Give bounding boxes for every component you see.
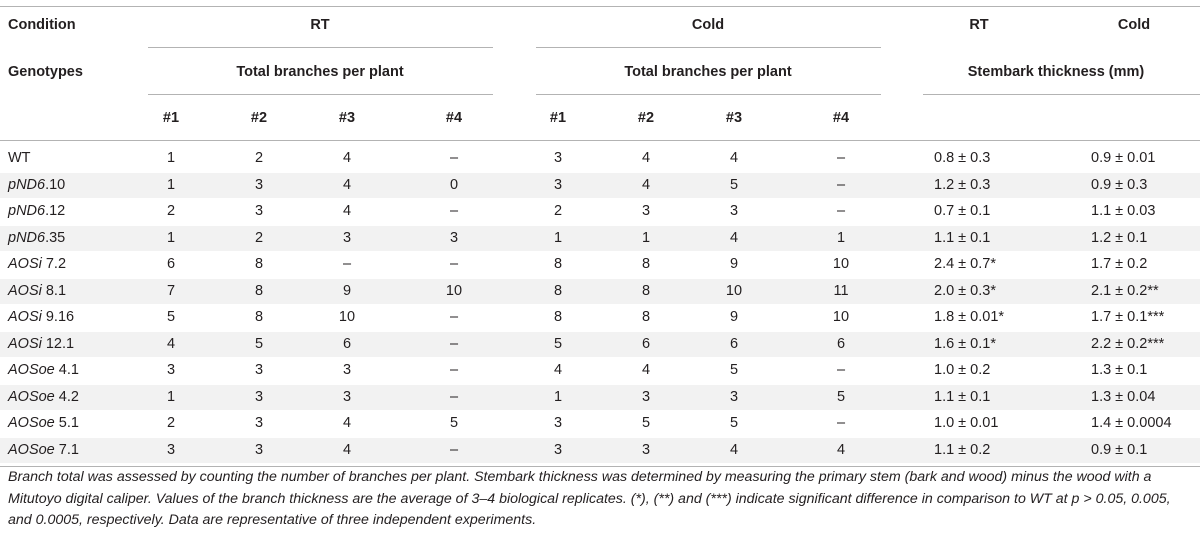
genotype-cell (8, 203, 65, 219)
cold-branch-cell: 10 (832, 309, 850, 325)
header-rt-rep-1: #1 (162, 110, 180, 126)
table-row (0, 438, 1200, 463)
rt-branch-cell: 4 (342, 150, 352, 166)
genotype-prefix: AOSoe (8, 441, 55, 458)
rt-branch-cell: 2 (166, 415, 176, 431)
genotype-cell (8, 362, 79, 378)
rt-branch-cell: 3 (254, 441, 264, 458)
genotype-prefix: AOSi (8, 309, 42, 325)
header-bottom-rule (0, 140, 1200, 141)
genotype-cell (8, 336, 74, 352)
rt-thickness-cell: 0.7 ± 0.1 (934, 203, 991, 219)
cold-branch-cell: – (836, 415, 846, 431)
cold-branch-cell: 4 (836, 441, 846, 458)
rt-thickness-cell: 2.4 ± 0.7* (934, 256, 996, 272)
genotype-suffix: 12.1 (41, 335, 75, 352)
cold-branch-cell: 3 (641, 203, 651, 219)
genotype-cell (8, 230, 65, 246)
rt-branch-cell: 10 (338, 309, 356, 325)
cold-branch-cell: 8 (553, 309, 563, 325)
genotype-prefix: pND6 (8, 203, 46, 219)
cold-branch-cell: – (836, 176, 846, 193)
cold-branch-cell: 9 (729, 309, 739, 325)
rt-branch-cell: 6 (342, 335, 352, 352)
rt-thickness-cell: 1.0 ± 0.01 (934, 415, 999, 431)
header-rt: RT (310, 17, 330, 33)
cold-branch-cell: 1 (553, 229, 563, 246)
rt-branch-cell: 4 (342, 415, 352, 431)
cold-branch-cell: 4 (729, 229, 739, 246)
cold-group-rule (536, 47, 881, 48)
cold-branch-cell: – (836, 362, 846, 378)
rt-branch-cell: 1 (166, 150, 176, 166)
rt-branch-cell: – (449, 150, 459, 166)
rt-branch-cell: 3 (254, 388, 264, 405)
cold-branch-cell: 8 (641, 309, 651, 325)
table-top-rule (0, 6, 1200, 7)
rt-branch-cell: 5 (449, 415, 459, 431)
rt-branch-cell: – (342, 256, 352, 272)
rt-branch-cell: 2 (254, 150, 264, 166)
cold-thickness-cell: 1.3 ± 0.04 (1091, 388, 1156, 405)
cold-branch-cell: 4 (729, 441, 739, 458)
rt-branch-cell: 8 (254, 309, 264, 325)
cold-branch-cell: 8 (553, 282, 563, 299)
rt-subgroup-rule (148, 94, 493, 95)
genotype-suffix: 7.2 (41, 256, 67, 272)
genotype-suffix: .10 (45, 176, 66, 193)
cold-branch-cell: 5 (553, 335, 563, 352)
genotype-prefix: pND6 (8, 176, 46, 193)
header-total-branches-cold: Total branches per plant (624, 64, 792, 80)
header-rt-rep-2: #2 (250, 110, 268, 126)
rt-branch-cell: 9 (342, 282, 352, 299)
rt-branch-cell: 10 (445, 282, 463, 299)
rt-branch-cell: 1 (166, 176, 176, 193)
rt-branch-cell: – (449, 203, 459, 219)
table-row (0, 358, 1200, 383)
genotype-suffix: 9.16 (41, 309, 75, 325)
cold-thickness-cell: 0.9 ± 0.3 (1091, 176, 1148, 193)
genotype-prefix: pND6 (8, 229, 46, 246)
genotype-prefix: AOSi (8, 282, 42, 299)
rt-branch-cell: 8 (254, 282, 264, 299)
rt-branch-cell: 1 (166, 388, 176, 405)
rt-thickness-cell: 1.8 ± 0.01* (934, 309, 1005, 325)
cold-thickness-cell: 1.7 ± 0.1*** (1091, 309, 1165, 325)
cold-branch-cell: 3 (553, 415, 563, 431)
header-cold: Cold (691, 17, 725, 33)
table-row (0, 385, 1200, 410)
rt-branch-cell: 0 (449, 176, 459, 193)
rt-branch-cell: 4 (342, 441, 352, 458)
genotype-prefix: AOSoe (8, 388, 55, 405)
cold-thickness-cell: 2.2 ± 0.2*** (1091, 335, 1165, 352)
genotype-suffix: 5.1 (54, 415, 79, 431)
rt-thickness-cell: 0.8 ± 0.3 (934, 150, 991, 166)
cold-branch-cell: 4 (553, 362, 563, 378)
cold-branch-cell: 3 (729, 203, 739, 219)
rt-branch-cell: – (449, 441, 459, 458)
cold-branch-cell: – (836, 203, 846, 219)
rt-group-rule (148, 47, 493, 48)
genotype-suffix: WT (8, 150, 31, 166)
rt-thickness-cell: 1.1 ± 0.1 (934, 388, 991, 405)
cold-branch-cell: 4 (641, 176, 651, 193)
rt-branch-cell: 4 (166, 335, 176, 352)
rt-branch-cell: 4 (342, 203, 352, 219)
rt-thickness-cell: 1.6 ± 0.1* (934, 335, 996, 352)
cold-branch-cell: 1 (641, 229, 651, 246)
cold-thickness-cell: 0.9 ± 0.01 (1091, 150, 1156, 166)
cold-thickness-cell: 0.9 ± 0.1 (1091, 441, 1148, 458)
rt-thickness-cell: 1.0 ± 0.2 (934, 362, 991, 378)
genotype-cell (8, 415, 79, 431)
cold-branch-cell: 1 (836, 229, 846, 246)
table-row (0, 279, 1200, 304)
cold-branch-cell: 10 (832, 256, 850, 272)
table-row (0, 305, 1200, 330)
rt-thickness-cell: 1.1 ± 0.1 (934, 229, 991, 246)
table-row (0, 146, 1200, 171)
cold-branch-cell: 4 (641, 150, 651, 166)
header-cold-thickness: Cold (1117, 17, 1151, 33)
rt-branch-cell: 8 (254, 256, 264, 272)
rt-branch-cell: 5 (166, 309, 176, 325)
rt-thickness-cell: 1.1 ± 0.2 (934, 441, 991, 458)
table-row (0, 411, 1200, 436)
cold-branch-cell: 3 (553, 176, 563, 193)
cold-branch-cell: – (836, 150, 846, 166)
header-condition: Condition (8, 17, 76, 33)
rt-branch-cell: 3 (342, 362, 352, 378)
rt-branch-cell: 6 (166, 256, 176, 272)
rt-branch-cell: 3 (254, 203, 264, 219)
rt-branch-cell: 3 (254, 362, 264, 378)
cold-branch-cell: 5 (641, 415, 651, 431)
rt-branch-cell: 3 (342, 388, 352, 405)
table-footnote: Branch total was assessed by counting the number of branches per plant. Stembark thickness was determined by measuring the primary stem (bark and wood) minus the wood with a Mitutoyo digital caliper. Values of the branch thickness are the average of 3–4 biological replicates. (*), (**) and (***) indicate significant difference in comparison to WT at p > 0.05, 0.005, and 0.0005, respectively. Data are representative of three independent experiments. (8, 469, 1171, 528)
rt-branch-cell: 5 (254, 335, 264, 352)
rt-branch-cell: – (449, 256, 459, 272)
header-rt-rep-4: #4 (445, 110, 463, 126)
genotype-suffix: .12 (45, 203, 66, 219)
rt-branch-cell: 7 (166, 282, 176, 299)
cold-branch-cell: 5 (729, 415, 739, 431)
cold-branch-cell: 5 (729, 176, 739, 193)
genotype-cell (8, 150, 31, 166)
header-genotypes: Genotypes (8, 64, 83, 80)
rt-branch-cell: 2 (254, 229, 264, 246)
genotype-cell (8, 177, 65, 193)
header-rt-rep-3: #3 (338, 110, 356, 126)
genotype-cell (8, 256, 66, 272)
table-row (0, 199, 1200, 224)
cold-thickness-cell: 1.4 ± 0.0004 (1091, 415, 1172, 431)
rt-branch-cell: 3 (449, 229, 459, 246)
cold-branch-cell: 3 (641, 441, 651, 458)
cold-branch-cell: 3 (553, 150, 563, 166)
cold-thickness-cell: 1.7 ± 0.2 (1091, 256, 1148, 272)
genotype-prefix: AOSi (8, 256, 42, 272)
genotype-cell (8, 389, 79, 405)
cold-branch-cell: 2 (553, 203, 563, 219)
genotype-suffix: 4.2 (54, 388, 79, 405)
cold-branch-cell: 1 (553, 388, 563, 405)
cold-branch-cell: 5 (729, 362, 739, 378)
cold-branch-cell: 6 (836, 335, 846, 352)
genotype-cell (8, 309, 74, 325)
rt-branch-cell: 4 (342, 176, 352, 193)
rt-branch-cell: – (449, 362, 459, 378)
cold-branch-cell: 8 (641, 256, 651, 272)
genotype-cell (8, 283, 66, 299)
table-row (0, 226, 1200, 251)
genotype-prefix: AOSi (8, 335, 42, 352)
header-cold-rep-4: #4 (832, 110, 850, 126)
cold-branch-cell: 8 (641, 282, 651, 299)
genotype-suffix: 4.1 (54, 362, 79, 378)
cold-branch-cell: 10 (725, 282, 743, 299)
rt-branch-cell: 3 (166, 362, 176, 378)
rt-branch-cell: 1 (166, 229, 176, 246)
rt-branch-cell: 3 (254, 415, 264, 431)
cold-branch-cell: 3 (641, 388, 651, 405)
genotype-cell (8, 442, 79, 458)
cold-branch-cell: 6 (729, 335, 739, 352)
cold-thickness-cell: 1.1 ± 0.03 (1091, 203, 1156, 219)
header-total-branches-rt: Total branches per plant (236, 64, 404, 80)
stembark-rule (923, 94, 1200, 95)
rt-branch-cell: – (449, 335, 459, 352)
rt-thickness-cell: 2.0 ± 0.3* (934, 282, 996, 299)
cold-branch-cell: 4 (729, 150, 739, 166)
table-row (0, 173, 1200, 198)
cold-thickness-cell: 1.3 ± 0.1 (1091, 362, 1148, 378)
rt-branch-cell: – (449, 309, 459, 325)
genotype-suffix: 7.1 (54, 441, 79, 458)
rt-branch-cell: 3 (254, 176, 264, 193)
header-cold-rep-3: #3 (725, 110, 743, 126)
cold-branch-cell: 8 (553, 256, 563, 272)
cold-branch-cell: 6 (641, 335, 651, 352)
header-cold-rep-2: #2 (637, 110, 655, 126)
rt-branch-cell: 3 (342, 229, 352, 246)
cold-thickness-cell: 2.1 ± 0.2** (1091, 282, 1159, 299)
header-rt-thickness: RT (969, 17, 989, 33)
genotype-prefix: AOSoe (8, 415, 55, 431)
cold-branch-cell: 4 (641, 362, 651, 378)
genotype-prefix: AOSoe (8, 362, 55, 378)
table-row (0, 332, 1200, 357)
cold-branch-cell: 5 (836, 388, 846, 405)
cold-branch-cell: 3 (553, 441, 563, 458)
cold-branch-cell: 9 (729, 256, 739, 272)
rt-branch-cell: 3 (166, 441, 176, 458)
cold-thickness-cell: 1.2 ± 0.1 (1091, 229, 1148, 246)
genotype-suffix: .35 (45, 229, 66, 246)
cold-branch-cell: 3 (729, 388, 739, 405)
cold-branch-cell: 11 (833, 282, 849, 299)
rt-branch-cell: – (449, 388, 459, 405)
rt-branch-cell: 2 (166, 203, 176, 219)
genotype-suffix: 8.1 (41, 282, 67, 299)
header-cold-rep-1: #1 (549, 110, 567, 126)
header-stembark-thickness: Stembark thickness (mm) (967, 64, 1145, 80)
table-row (0, 252, 1200, 277)
rt-thickness-cell: 1.2 ± 0.3 (934, 176, 991, 193)
cold-subgroup-rule (536, 94, 881, 95)
